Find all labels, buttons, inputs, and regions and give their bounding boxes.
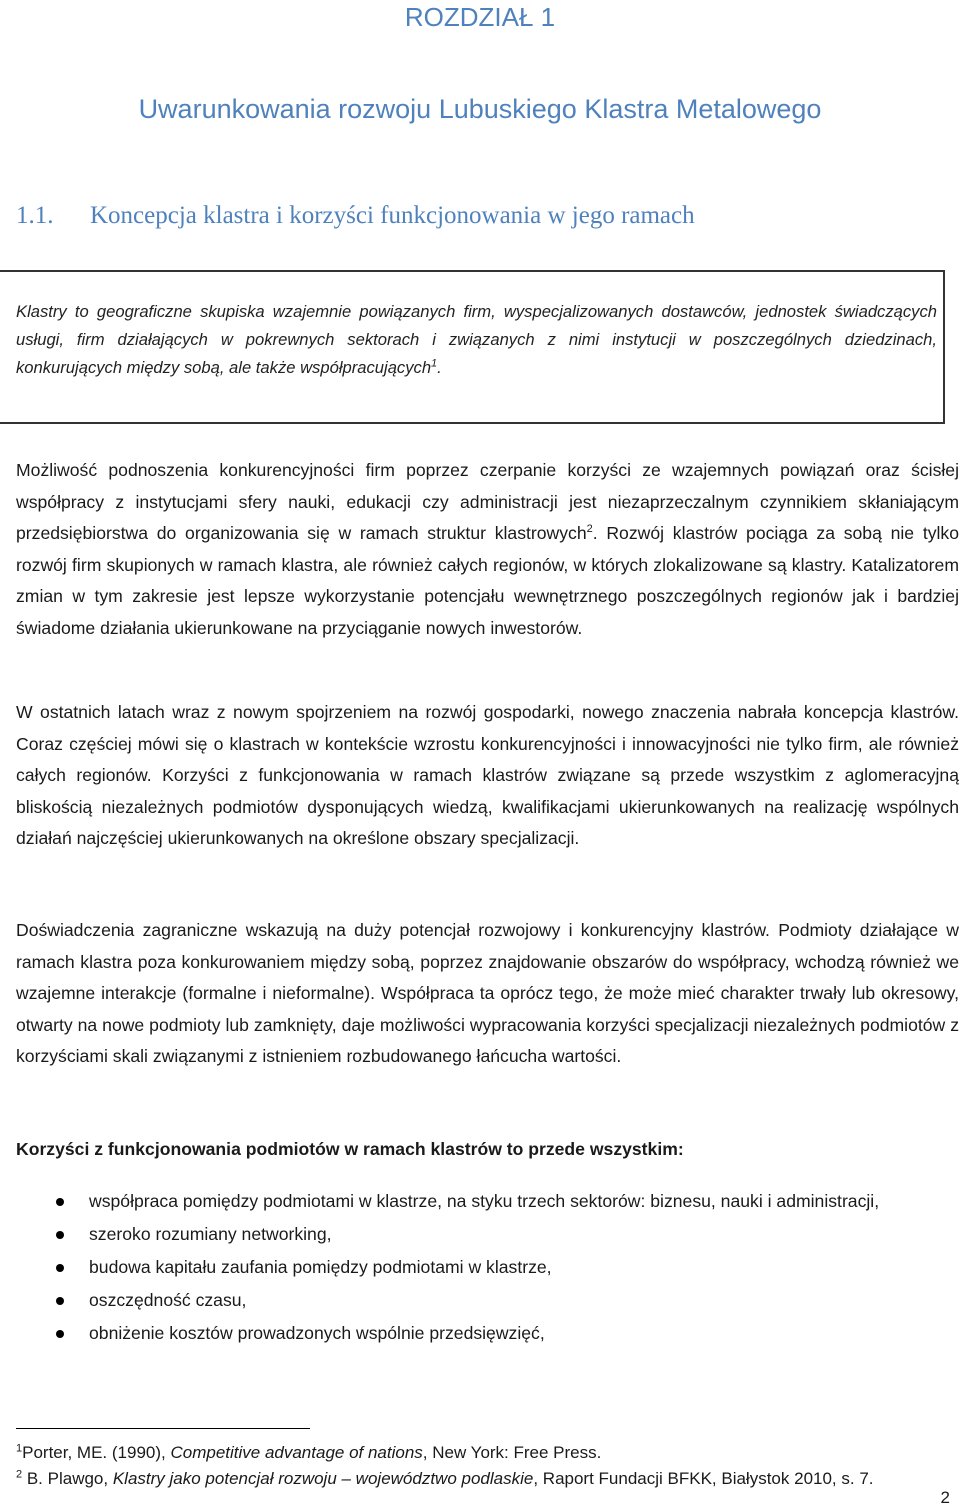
section-number: 1.1. — [16, 202, 54, 229]
chapter-title: Uwarunkowania rozwoju Lubuskiego Klastra Metalowego — [138, 94, 822, 124]
list-item-text: szeroko rozumiany networking, — [89, 1224, 332, 1244]
paragraph-1 — [16, 455, 959, 644]
list-item-text: obniżenie kosztów prowadzonych wspólnie przedsięwzięć, — [89, 1323, 545, 1343]
bullet-icon — [56, 1264, 64, 1272]
footnote-1-title: Competitive advantage of nations — [170, 1443, 423, 1462]
bullet-icon — [56, 1198, 64, 1206]
footnote-separator — [16, 1428, 310, 1429]
list-item-text: budowa kapitału zaufania pomiędzy podmiotami w klastrze, — [89, 1257, 552, 1277]
footnote-1-number: 1 — [16, 1442, 23, 1455]
footnote-2-title: Klastry jako potencjał rozwoju – województwo podlaskie — [112, 1469, 534, 1488]
footnote-2-publisher: , Raport Fundacji BFKK, Białystok 2010, s. 7. — [533, 1469, 874, 1488]
paragraph-3: Doświadczenia zagraniczne wskazują na duży potencjał rozwojowy i konkurencyjny klastrów. Podmioty działające w ramach klastra poza konkurowaniem między sobą, poprzez znajdowanie obszarów do współpracy, wchodzą również we wzajemne interakcje (formalne i nieformalne). Współpraca ta oprócz tego, że może mieć charakter trwały lub okresowy, otwarty na nowe podmioty lub zamknięty, daje możliwości wypracowania korzyści specjalizacji niezależnych podmiotów z korzyściami skali związanymi z istnieniem rozbudowanego łańcucha wartości. — [16, 920, 959, 1066]
benefits-list — [16, 1186, 959, 1351]
list-item — [16, 1219, 959, 1251]
benefits-heading: Korzyści z funkcjonowania podmiotów w ramach klastrów to przede wszystkim: — [16, 1139, 684, 1159]
footnote-ref-1[interactable]: 1 — [431, 357, 438, 370]
bullet-icon — [56, 1330, 64, 1338]
list-item — [16, 1252, 959, 1284]
chapter-heading: ROZDZIAŁ 1 — [404, 2, 556, 32]
definition-body: Klastry to geograficzne skupiska wzajemnie powiązanych firm, wyspecjalizowanych dostawców, jednostek świadczących usługi, firm działających w pokrewnych sektorach i związanych z nimi instytucji w poszczególnych dziedzinach, konkurujących między sobą, ale także współpracujących — [16, 302, 937, 377]
footnote-ref-2[interactable]: 2 — [586, 523, 593, 536]
page-number: 2 — [940, 1488, 950, 1507]
bullet-icon — [56, 1297, 64, 1305]
footnote-1 — [16, 1440, 946, 1466]
footnote-2 — [16, 1466, 946, 1492]
section-title: Koncepcja klastra i korzyści funkcjonowania w jego ramach — [90, 202, 695, 229]
list-item-text: współpraca pomiędzy podmiotami w klastrze, na styku trzech sektorów: biznesu, nauki i administracji, — [89, 1191, 880, 1211]
definition-text — [16, 298, 937, 382]
footnote-2-number: 2 — [16, 1468, 23, 1481]
list-item — [16, 1186, 959, 1218]
definition-end: . — [437, 358, 442, 377]
list-item — [16, 1285, 959, 1317]
definition-box — [0, 270, 945, 424]
footnote-1-publisher: , New York: Free Press. — [422, 1443, 602, 1462]
paragraph-1-part-2: . Rozwój klastrów pociąga za sobą nie tylko rozwój firm skupionych w ramach klastra, ale również całych regionów, w których zlokalizowane są klastry. Katalizatorem zmian w tym zakresie jest lepsze wykorzystanie potencjału wewnętrznego poszczególnych regionów jak i bardziej świadome działania ukierunkowane na przyciąganie nowych inwestorów. — [16, 523, 959, 638]
list-item — [16, 1318, 959, 1350]
footnote-2-author: B. Plawgo, — [22, 1469, 113, 1488]
paragraph-2: W ostatnich latach wraz z nowym spojrzeniem na rozwój gospodarki, nowego znaczenia nabrała koncepcja klastrów. Coraz częściej mówi się o klastrach w kontekście wzrostu konkurencyjności i innowacyjności nie tylko firm, ale również całych regionów. Korzyści z funkcjonowania w ramach klastrów związane są przede wszystkim z aglomeracyjną bliskością niezależnych podmiotów dysponujących wiedzą, kwalifikacjami ukierunkowanych na realizację wspólnych działań najczęściej ukierunkowanych na określone obszary specjalizacji. — [16, 702, 959, 848]
section-heading — [16, 202, 946, 230]
paragraph-1-part-1: Możliwość podnoszenia konkurencyjności firm poprzez czerpanie korzyści ze wzajemnych powiązań oraz ścisłej współpracy z instytucjami sfery nauki, edukacji czy administracji jest niezaprzeczalnym czynnikiem skłaniającym przedsiębiorstwa do organizowania się w ramach struktur klastrowych — [16, 460, 959, 543]
list-item-text: oszczędność czasu, — [89, 1290, 247, 1310]
footnote-1-author: Porter, ME. (1990), — [22, 1443, 171, 1462]
bullet-icon — [56, 1231, 64, 1239]
